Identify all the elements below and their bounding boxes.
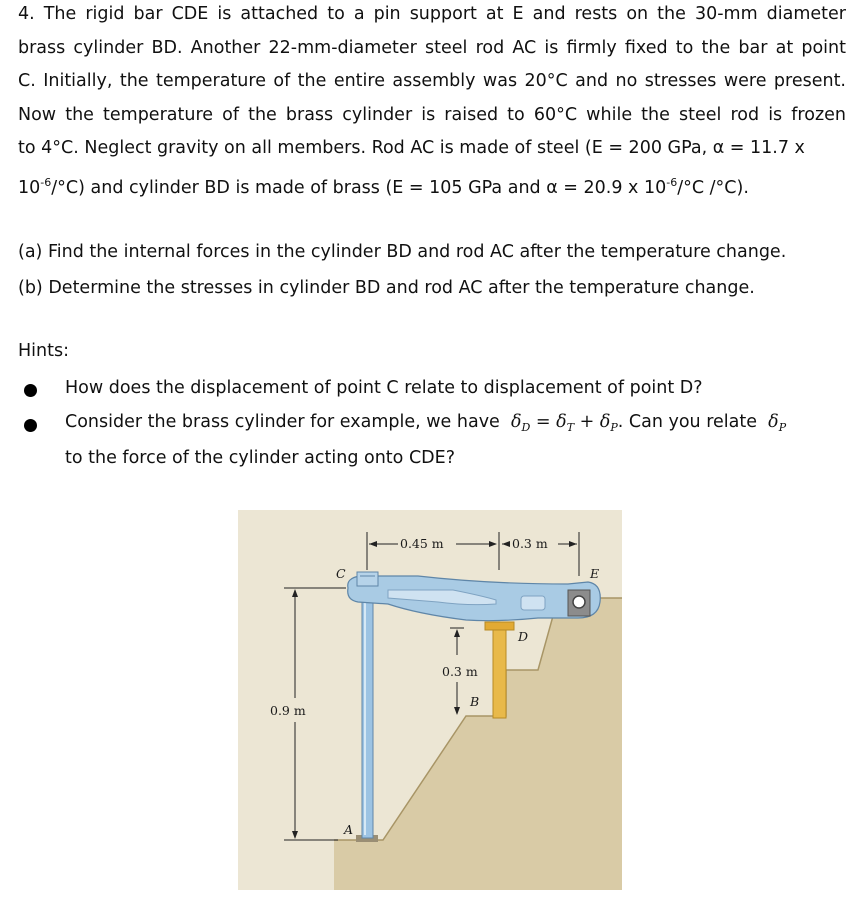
problem-line-3: C. Initially, the temperature of the entire assembly was 20°C and no stresses were present. bbox=[18, 71, 846, 91]
question-b: (b) Determine the stresses in cylinder BD and rod AC after the temperature change. bbox=[18, 277, 755, 298]
eq-mid: = δ bbox=[530, 412, 567, 432]
sub-t: T bbox=[566, 421, 575, 434]
dim-03-top-label: 0.3 m bbox=[512, 536, 548, 551]
sub-p2: P bbox=[778, 421, 787, 434]
bar-pocket bbox=[521, 596, 545, 610]
label-a: A bbox=[344, 822, 354, 837]
hints-title: Hints: bbox=[18, 341, 69, 361]
brass-cap bbox=[485, 622, 514, 630]
connector-c bbox=[357, 572, 378, 586]
hint-2-line-2: to the force of the cylinder acting onto CDE? bbox=[65, 448, 455, 468]
line6-exponent-2: -6 bbox=[666, 175, 678, 189]
questions bbox=[18, 236, 846, 305]
pin-icon bbox=[573, 596, 585, 608]
hint-2 bbox=[65, 412, 786, 434]
label-e: E bbox=[590, 566, 600, 581]
steel-rod-ac bbox=[362, 596, 373, 838]
problem-line-5-text: to 4°C. Neglect gravity on all members. Rod AC is made of steel (E = 200 GPa, α = 11.7 x bbox=[18, 138, 805, 158]
label-d: D bbox=[518, 629, 529, 644]
sub-p: P bbox=[610, 421, 618, 434]
hint-2-post: . Can you relate bbox=[617, 412, 757, 432]
delta-symbol: δ bbox=[768, 412, 779, 432]
hint-2-text: Consider the brass cylinder for example, we have bbox=[65, 412, 500, 432]
bullet-icon bbox=[24, 419, 37, 432]
dim-03-bd-label: 0.3 m bbox=[442, 664, 478, 679]
delta-p bbox=[763, 412, 787, 432]
line6-part-c: /°C /°C). bbox=[677, 177, 749, 198]
dim-09-label: 0.9 m bbox=[270, 703, 306, 718]
problem-statement bbox=[18, 0, 846, 205]
problem-line-6 bbox=[18, 166, 846, 206]
delta-d: δ bbox=[510, 412, 522, 432]
assembly-figure bbox=[238, 510, 622, 890]
problem-line-1: 4. The rigid bar CDE is attached to a pin support at E and rests on the 30-mm diameter bbox=[18, 4, 846, 24]
problem-line-2: brass cylinder BD. Another 22-mm-diameter steel rod AC is firmly fixed to the bar at point bbox=[18, 37, 846, 58]
sub-d: D bbox=[521, 421, 531, 434]
eq-plus: + δ bbox=[574, 412, 611, 432]
hint-2-equation bbox=[505, 412, 617, 432]
question-a: (a) Find the internal forces in the cylinder BD and rod AC after the temperature change. bbox=[18, 242, 787, 262]
line6-part-b: /°C) and cylinder BD is made of brass (E = 105 GPa and α = 20.9 x 10 bbox=[51, 177, 667, 198]
label-b: B bbox=[470, 694, 480, 709]
line6-exponent: -6 bbox=[40, 175, 52, 189]
line6-part-a: 10 bbox=[18, 177, 41, 198]
bullet-icon bbox=[24, 384, 37, 397]
dim-045-label: 0.45 m bbox=[400, 536, 444, 551]
problem-line-5 bbox=[18, 132, 846, 166]
brass-cylinder-bd bbox=[493, 626, 506, 718]
label-c: C bbox=[336, 566, 346, 581]
problem-line-4: Now the temperature of the brass cylinder is raised to 60°C while the steel rod is frozen bbox=[18, 104, 846, 125]
hint-1: How does the displacement of point C relate to displacement of point D? bbox=[65, 378, 703, 398]
